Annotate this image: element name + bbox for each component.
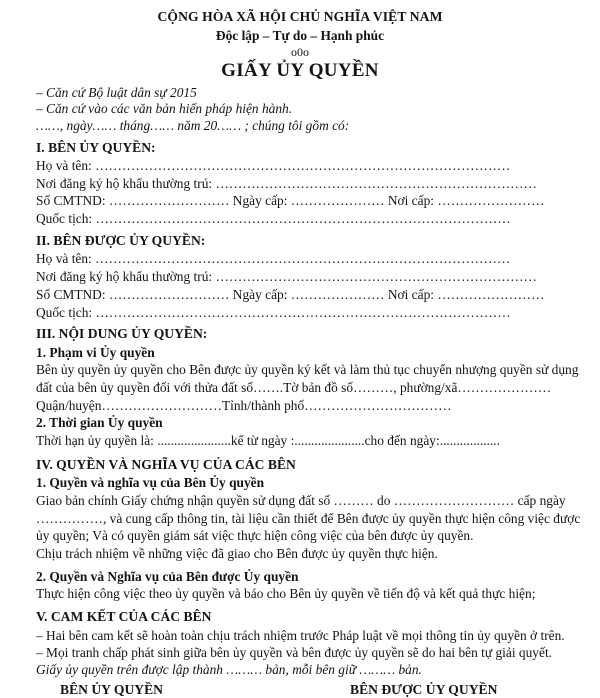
scope-text: Bên ủy quyền ủy quyền cho Bên được ủy quyền ký kết và làm thủ tục chuyển nhượng quyền sử dụng — [36, 362, 579, 377]
subheading-duration: 2. Thời gian Ủy quyền — [36, 415, 163, 430]
scope-text: Quận/huyện………………………Tỉnh/thành phố…………………………… — [36, 398, 452, 413]
principal-nationality-field: Quốc tịch: ………………………………………………………………………………… — [36, 211, 511, 226]
section-heading-rights: IV. QUYỀN VÀ NGHĨA VỤ CỦA CÁC BÊN — [36, 457, 296, 472]
section-heading-content: III. NỘI DUNG ỦY QUYỀN: — [36, 326, 208, 341]
preamble-line: – Căn cứ vào các văn bản hiến pháp hiện hành. — [36, 101, 293, 116]
section-heading-commitment: V. CAM KẾT CỦA CÁC BÊN — [36, 609, 212, 624]
subheading-agent-rights: 2. Quyền và Nghĩa vụ của Bên được Ủy quyền — [36, 569, 299, 584]
principal-rights-text: ……………, và cung cấp thông tin, tài liệu cần thiết để Bên được ủy quyền thực hiện công việc được — [36, 511, 581, 526]
document-title: GIẤY ỦY QUYỀN — [221, 60, 379, 81]
nation-heading: CỘNG HÒA XÃ HỘI CHỦ NGHĨA VIỆT NAM — [157, 9, 443, 24]
agent-nationality-field: Quốc tịch: ………………………………………………………………………………… — [36, 305, 511, 320]
principal-rights-text: ủy quyền; Và có quyền giám sát việc thực hiện công việc của bên được ủy quyền. — [36, 528, 474, 543]
copies-statement: Giấy ủy quyền trên được lập thành ……… bản, mỗi bên giữ ……… bản. — [36, 662, 422, 677]
principal-residence-field: Nơi đăng ký hộ khẩu thường trú: ……………………………………………………………… — [36, 176, 537, 191]
signature-label-principal: BÊN ỦY QUYỀN — [60, 682, 163, 697]
principal-rights-text: Chịu trách nhiệm về những việc đã giao cho Bên được ủy quyền thực hiện. — [36, 546, 438, 561]
agent-name-field: Họ và tên: ………………………………………………………………………………… — [36, 251, 511, 266]
preamble-date-line: ……, ngày…… tháng…… năm 20…… ; chúng tôi gồm có: — [36, 118, 350, 133]
subheading-scope: 1. Phạm vi Ủy quyền — [36, 345, 155, 360]
national-motto: Độc lập – Tự do – Hạnh phúc — [215, 28, 385, 43]
principal-rights-text: Giao bản chính Giấy chứng nhận quyền sử dụng đất số ……… do ……………………… cấp ngày — [36, 493, 566, 508]
agent-residence-field: Nơi đăng ký hộ khẩu thường trú: ……………………………………………………………… — [36, 269, 537, 284]
section-heading-agent: II. BÊN ĐƯỢC ỦY QUYỀN: — [36, 233, 206, 248]
duration-text: Thời hạn ủy quyền là: ......................kể từ ngày :.....................cho đến ngày:.................. — [36, 433, 500, 448]
preamble-line: – Căn cứ Bộ luật dân sự 2015 — [36, 85, 197, 100]
signature-label-agent: BÊN ĐƯỢC ỦY QUYỀN — [350, 682, 498, 697]
commitment-text: – Mọi tranh chấp phát sinh giữa bên ủy quyền và bên được ủy quyền sẽ do hai bên tự giải quyết. — [36, 645, 553, 660]
agent-rights-text: Thực hiện công việc theo ủy quyền và báo cho Bên ủy quyền về tiến độ và kết quả thực hiện; — [36, 586, 536, 601]
commitment-text: – Hai bên cam kết sẽ hoàn toàn chịu trách nhiệm trước Pháp luật về mọi thông tin ủy quyền ở trên. — [36, 628, 565, 643]
agent-id-field: Số CMTND: ……………………… Ngày cấp: ………………… Nơi cấp: …………………… — [36, 287, 545, 302]
section-heading-principal: I. BÊN ỦY QUYỀN: — [36, 140, 156, 155]
principal-name-field: Họ và tên: ………………………………………………………………………………… — [36, 158, 511, 173]
principal-id-field: Số CMTND: ……………………… Ngày cấp: ………………… Nơi cấp: …………………… — [36, 193, 545, 208]
scope-text: đất của bên ủy quyền đối với thửa đất số…….Tờ bản đồ số………, phường/xã………………… — [36, 380, 552, 395]
header-ornament: o0o — [291, 45, 309, 59]
subheading-principal-rights: 1. Quyền và nghĩa vụ của Bên Ủy quyền — [36, 475, 265, 490]
